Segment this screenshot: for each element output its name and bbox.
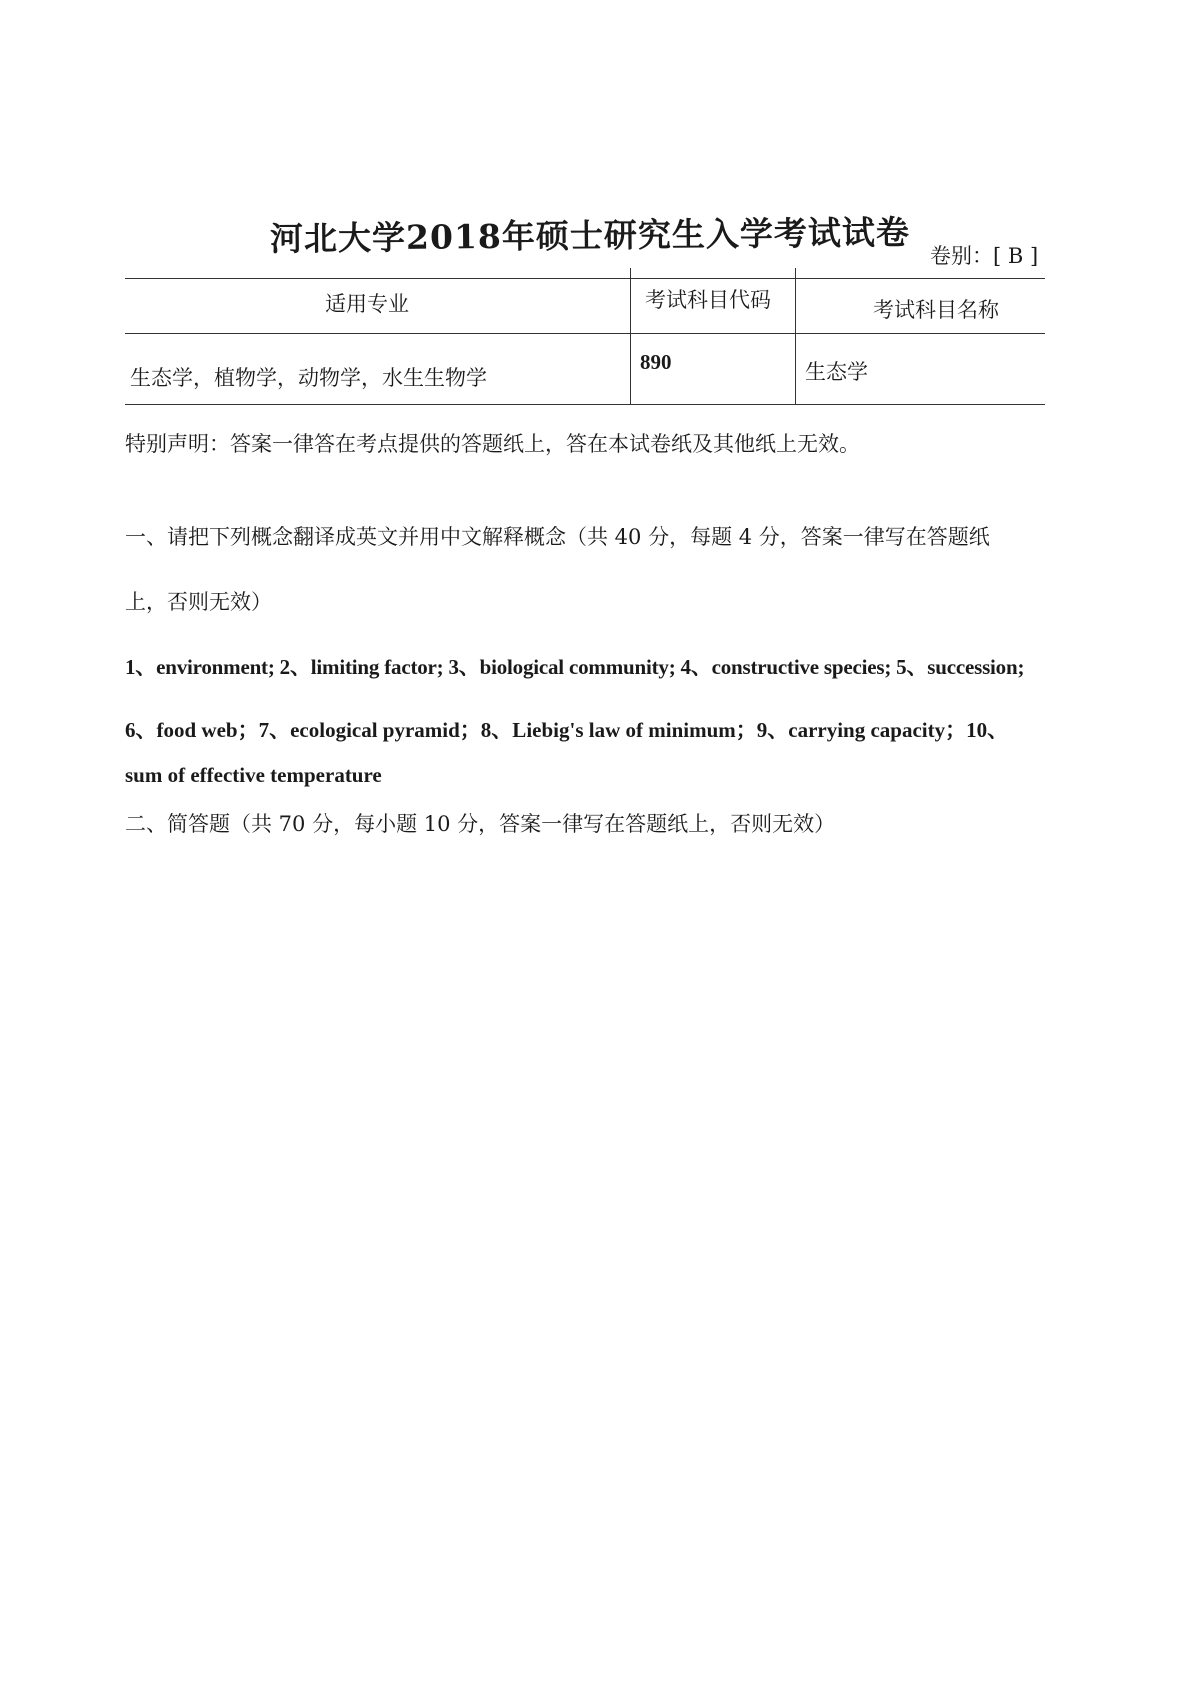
cell-majors: 生态学，植物学，动物学，水生生物学	[130, 366, 487, 390]
section1-heading-line1: 一、请把下列概念翻译成英文并用中文解释概念（共 40 分，每题 4 分，答案一律写在答题纸	[125, 525, 990, 549]
table-col-divider-1	[630, 268, 631, 404]
section1-terms-line2: 6、food web；7、ecological pyramid；8、Liebig's law of minimum；9、carrying capacity；10、	[125, 718, 1009, 742]
special-notice: 特别声明：答案一律答在考点提供的答题纸上，答在本试卷纸及其他纸上无效。	[125, 432, 860, 456]
section2-heading: 二、简答题（共 70 分，每小题 10 分，答案一律写在答题纸上，否则无效）	[125, 812, 836, 836]
cell-subject-code: 890	[640, 350, 672, 374]
table-bottom-rule	[125, 404, 1045, 405]
section1-terms-line1: 1、environment; 2、limiting factor; 3、biological community; 4、constructive species; 5、succession;	[125, 655, 1025, 679]
paper-type	[930, 240, 1038, 270]
paper-type-label: 卷别：	[930, 244, 993, 268]
section1-terms-line3: sum of effective temperature	[125, 763, 382, 787]
table-mid-rule	[125, 333, 1045, 334]
paper-type-value: [ B ]	[993, 244, 1039, 268]
header-subject-code: 考试科目代码	[645, 288, 771, 312]
exam-title: 河北大学2018年硕士研究生入学考试试卷	[269, 212, 911, 259]
header-major: 适用专业	[325, 292, 409, 316]
table-top-rule	[125, 278, 1045, 279]
table-col-divider-2	[795, 268, 796, 404]
header-subject-name: 考试科目名称	[873, 298, 999, 322]
section1-heading-line2: 上，否则无效）	[125, 590, 272, 614]
cell-subject-name: 生态学	[805, 360, 868, 384]
